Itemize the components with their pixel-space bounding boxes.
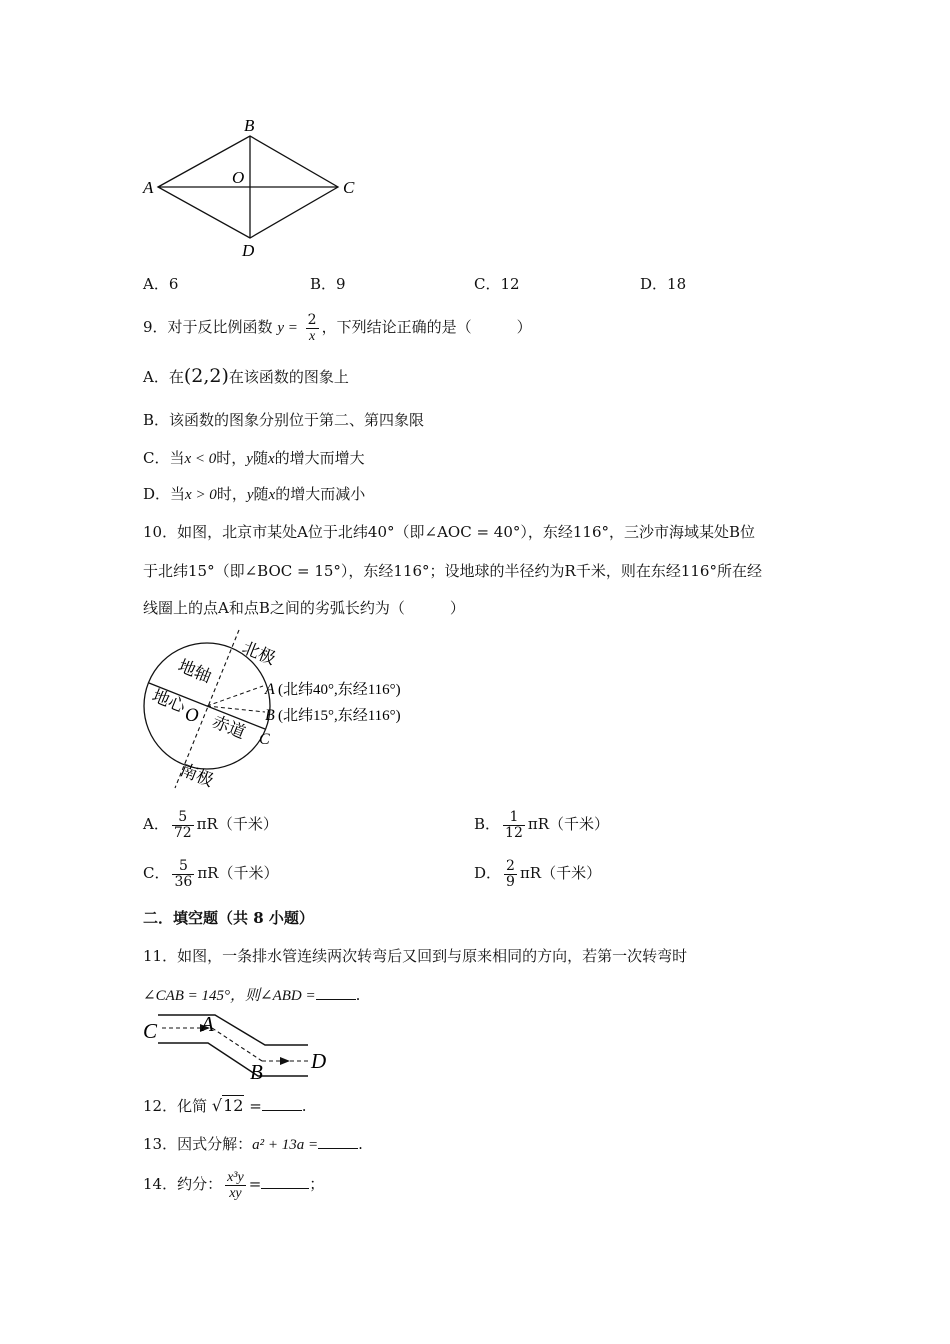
q14-pre: 14．约分： xyxy=(143,1175,223,1193)
q9-d-y: y xyxy=(246,487,254,503)
label-c: C xyxy=(343,178,355,197)
q13-pre: 13．因式分解： xyxy=(143,1135,253,1153)
q11-line2-pre: ∠CAB = 145°，则∠ABD = xyxy=(143,988,316,1004)
label-c: C xyxy=(259,731,270,748)
q9-c-sui: 随 xyxy=(252,449,268,467)
answer-blank[interactable] xyxy=(262,1096,302,1111)
q10-c-tail: πR（千米） xyxy=(197,864,279,882)
q10-a-tail: πR（千米） xyxy=(196,815,278,833)
q9-d-mid: 时， xyxy=(216,485,247,503)
label-a-coord: (北纬40°,东经116°) xyxy=(278,682,401,698)
q9-d-cond: x > 0 xyxy=(185,487,217,503)
q12-radical: √12 xyxy=(211,1096,244,1115)
q10-d-den: 9 xyxy=(506,873,515,890)
q14-den: xy xyxy=(229,1185,242,1201)
q14-eq: = xyxy=(248,1175,262,1193)
q10-line1: 10．如图，北京市某处A位于北纬40°（即∠AOC = 40°），东经116°，三沙市海域某处B位 xyxy=(143,523,756,541)
label-a: A xyxy=(201,1012,214,1036)
q9-stem-rest: ，下列结论正确的是（ ） xyxy=(321,318,532,336)
q10-d-tail: πR（千米） xyxy=(519,864,602,882)
earth-figure xyxy=(135,628,435,798)
q10-b-num: 1 xyxy=(503,810,525,826)
q10-a-den: 72 xyxy=(173,824,192,841)
q9-number: 9．对于反比例函数 xyxy=(143,318,273,336)
q11-line2 xyxy=(143,985,360,1006)
label-a: A xyxy=(143,178,154,197)
q10-a-frac xyxy=(172,810,194,841)
label-earth-axis: 地轴 xyxy=(175,656,215,687)
q14 xyxy=(143,1164,324,1204)
q9-func-lhs: y = xyxy=(277,320,298,336)
q10-c-frac xyxy=(172,859,194,890)
q10-d-frac xyxy=(504,859,517,890)
q9-frac-den: x xyxy=(308,328,316,344)
answer-blank[interactable] xyxy=(318,1134,358,1149)
q9-option-a xyxy=(143,366,349,387)
q9-c-post: 的增大而增大 xyxy=(274,449,365,467)
q10-b-letter: B． xyxy=(474,815,501,833)
q9-c-y: y xyxy=(246,451,253,467)
q10-b-frac xyxy=(503,810,525,841)
q12-eq: = xyxy=(249,1097,262,1115)
q9-a-post: 在该函数的图象上 xyxy=(228,368,349,386)
pipe-figure xyxy=(140,1008,340,1084)
label-d: D xyxy=(311,1049,327,1073)
answer-blank[interactable] xyxy=(261,1174,309,1189)
label-a: A xyxy=(265,681,275,698)
label-b: B xyxy=(244,116,255,135)
q8-option-c: C．12 xyxy=(474,275,520,293)
q10-b-tail: πR（千米） xyxy=(527,815,610,833)
q9-c-x: x xyxy=(267,451,275,467)
q9-d-sui: 随 xyxy=(253,485,269,503)
label-d: D xyxy=(242,241,255,260)
q8-option-b: B．9 xyxy=(310,275,346,293)
q10-a-letter: A． xyxy=(143,815,169,833)
rhombus-figure xyxy=(140,115,370,265)
q14-frac xyxy=(225,1170,246,1201)
q9-option-c xyxy=(143,448,365,469)
q10-option-b xyxy=(474,807,609,841)
label-north-pole: 北极 xyxy=(239,638,279,669)
label-b-coord: (北纬15°,东经116°) xyxy=(278,708,401,724)
section-title: 二．填空题（共 8 小题） xyxy=(143,909,314,927)
q9-a-pre: A．在 xyxy=(143,368,184,386)
q9-option-b: B．该函数的图象分别位于第二、第四象限 xyxy=(143,411,425,429)
q9-c-cond: x < 0 xyxy=(184,451,217,467)
q10-c-num: 5 xyxy=(172,859,194,875)
q14-post: ； xyxy=(309,1175,325,1193)
answer-blank[interactable] xyxy=(316,985,356,1000)
q10-option-d xyxy=(474,856,601,890)
q13-expr: a² + 13a = xyxy=(252,1137,319,1153)
q9-stem xyxy=(143,309,532,346)
q11-line1: 11．如图，一条排水管连续两次转弯后又回到与原来相同的方向，若第一次转弯时 xyxy=(143,947,688,965)
q10-c-den: 36 xyxy=(174,873,193,890)
q10-d-letter: D． xyxy=(474,864,502,882)
q12-radicand: 12 xyxy=(223,1096,244,1115)
q10-option-a xyxy=(143,807,278,841)
q11-line2-post: . xyxy=(355,986,361,1004)
q8-option-a: A．6 xyxy=(143,275,179,293)
q9-c-mid: 时， xyxy=(216,449,247,467)
label-b: B xyxy=(265,707,275,724)
q9-option-d xyxy=(143,484,365,505)
q9-d-post: 的增大而减小 xyxy=(275,485,366,503)
q13 xyxy=(143,1134,363,1155)
q9-fraction xyxy=(306,313,319,344)
q12-post: . xyxy=(301,1097,307,1115)
q10-d-num: 2 xyxy=(506,857,515,874)
q9-a-point: (2,2) xyxy=(183,365,229,387)
q9-d-pre: D．当 xyxy=(143,485,186,503)
q10-line3: 线圈上的点A和点B之间的劣弧长约为（ ） xyxy=(143,599,465,617)
q9-d-x: x xyxy=(268,487,276,503)
label-equator: 赤道 xyxy=(209,712,249,743)
q10-option-c xyxy=(143,856,278,890)
label-c: C xyxy=(143,1019,158,1043)
label-b: B xyxy=(250,1060,263,1084)
q14-num: x³y xyxy=(227,1169,244,1185)
q10-line2: 于北纬15°（即∠BOC = 15°），东经116°；设地球的半径约为R千米，则在东经116°所在经 xyxy=(143,562,762,580)
q12 xyxy=(143,1096,307,1116)
q10-c-letter: C． xyxy=(143,864,170,882)
q9-frac-num: 2 xyxy=(307,311,317,328)
q12-pre: 12．化简 xyxy=(143,1097,208,1115)
q13-post: . xyxy=(358,1135,363,1153)
label-o: O xyxy=(185,705,199,726)
q8-option-d: D．18 xyxy=(640,275,687,293)
label-south-pole: 南极 xyxy=(177,760,217,791)
label-earth-center: 地心 xyxy=(149,686,189,717)
label-o: O xyxy=(232,168,245,187)
q10-b-den: 12 xyxy=(505,824,523,841)
q10-a-num: 5 xyxy=(172,810,194,826)
q9-c-pre: C．当 xyxy=(143,449,185,467)
